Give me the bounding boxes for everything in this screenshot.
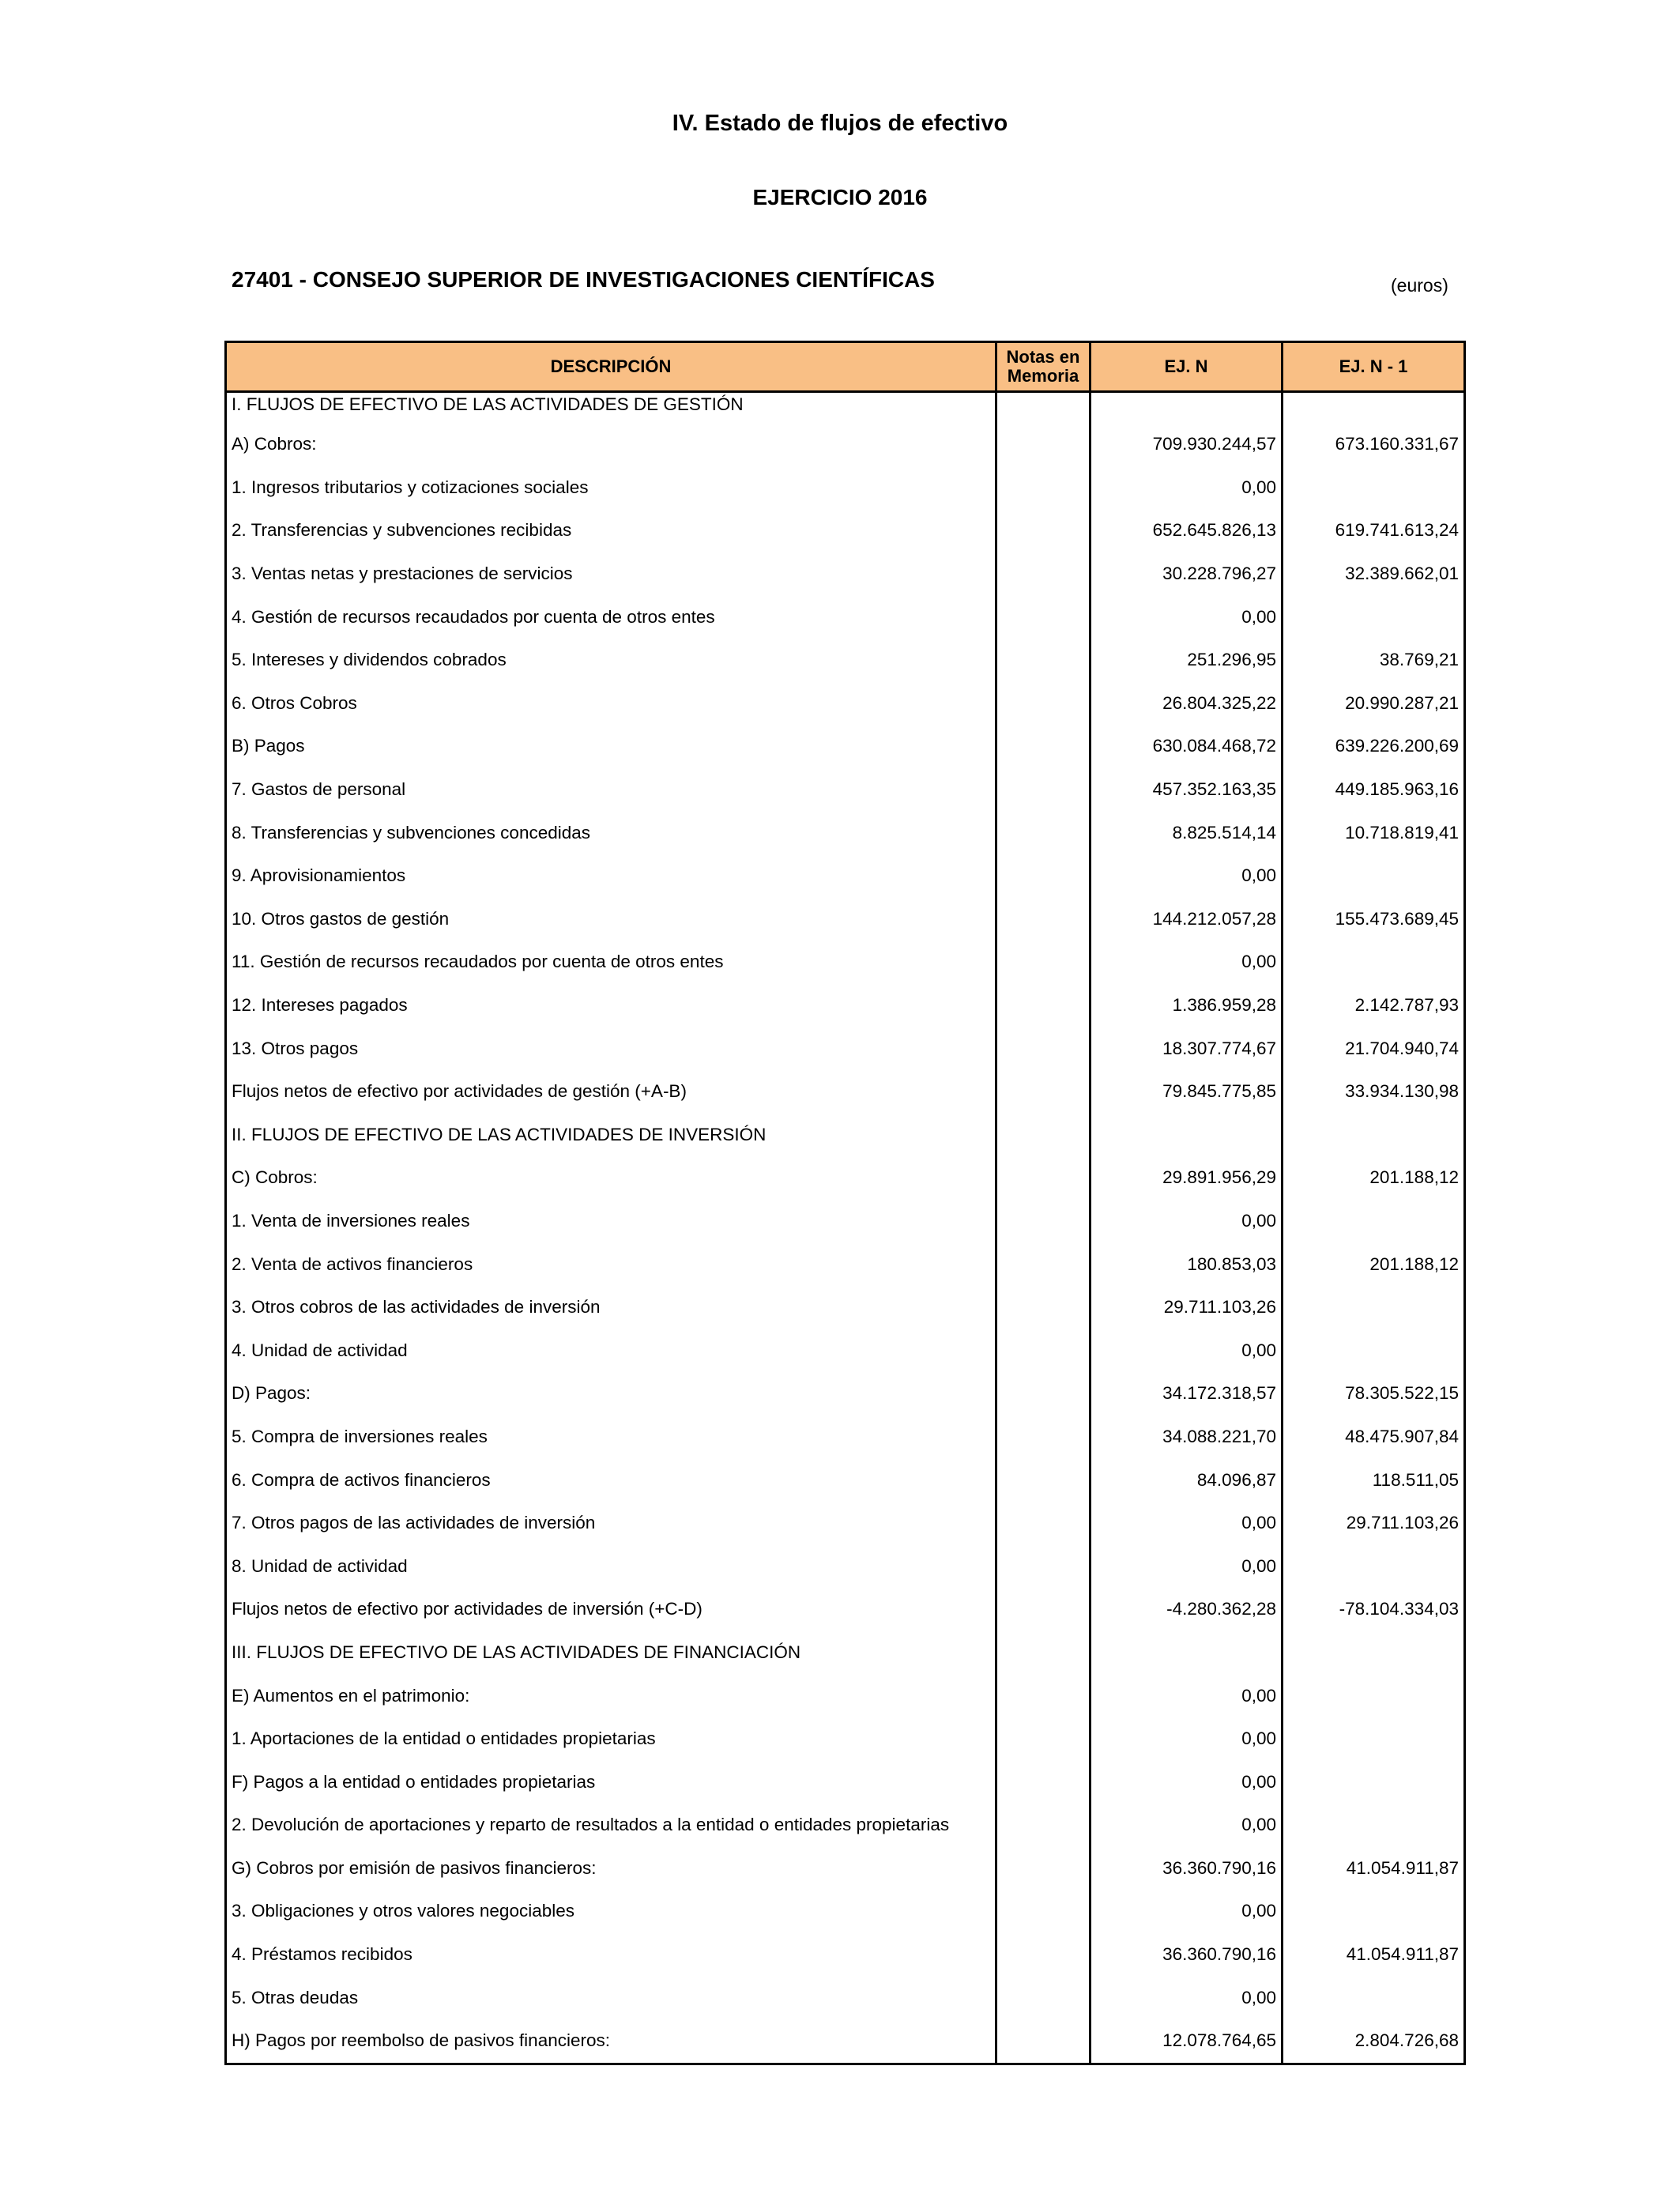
row-value-previous: -78.104.334,03 <box>1283 1588 1465 1631</box>
row-notes <box>996 811 1090 854</box>
currency-units: (euros) <box>1391 275 1448 296</box>
table-row <box>226 1674 1465 1717</box>
table-row <box>226 552 1465 596</box>
row-notes <box>996 768 1090 812</box>
row-description: 2. Devolución de aportaciones y reparto de resultados a la entidad o entidades propietarias <box>226 1804 996 1847</box>
table-row <box>226 639 1465 682</box>
row-value-current: 180.853,03 <box>1090 1242 1283 1286</box>
row-notes <box>996 639 1090 682</box>
table-row <box>226 1114 1465 1157</box>
row-value-previous <box>1283 1760 1465 1804</box>
row-value-previous: 41.054.911,87 <box>1283 1933 1465 1977</box>
table-row <box>226 941 1465 984</box>
row-value-current: 0,00 <box>1090 1544 1283 1588</box>
row-description: A) Cobros: <box>226 423 996 466</box>
column-header-notes: Notas en Memoria <box>996 342 1090 392</box>
table-row <box>226 1760 1465 1804</box>
row-notes <box>996 1242 1090 1286</box>
row-value-current: 144.212.057,28 <box>1090 898 1283 941</box>
row-value-current: 8.825.514,14 <box>1090 811 1283 854</box>
table-row <box>226 1027 1465 1070</box>
table-row <box>226 1458 1465 1502</box>
row-value-previous <box>1283 1631 1465 1675</box>
row-notes <box>996 1717 1090 1761</box>
column-header-description: DESCRIPCIÓN <box>226 342 996 392</box>
row-description: 7. Gastos de personal <box>226 768 996 812</box>
row-notes <box>996 1372 1090 1416</box>
row-description: 5. Otras deudas <box>226 1976 996 2019</box>
table-row <box>226 1631 1465 1675</box>
row-value-previous <box>1283 1674 1465 1717</box>
row-notes <box>996 466 1090 510</box>
row-description: II. FLUJOS DE EFECTIVO DE LAS ACTIVIDADES DE INVERSIÓN <box>226 1114 996 1157</box>
row-value-previous: 155.473.689,45 <box>1283 898 1465 941</box>
table-row <box>226 1416 1465 1459</box>
row-value-previous: 21.704.940,74 <box>1283 1027 1465 1070</box>
row-value-current: 709.930.244,57 <box>1090 423 1283 466</box>
row-value-previous: 619.741.613,24 <box>1283 509 1465 552</box>
row-notes <box>996 1631 1090 1675</box>
row-value-current: 26.804.325,22 <box>1090 682 1283 726</box>
table-row <box>226 1890 1465 1933</box>
row-value-previous <box>1283 854 1465 898</box>
row-description: 4. Préstamos recibidos <box>226 1933 996 1977</box>
row-description: H) Pagos por reembolso de pasivos financieros: <box>226 2019 996 2064</box>
row-value-current <box>1090 392 1283 424</box>
row-value-previous: 2.142.787,93 <box>1283 984 1465 1027</box>
row-value-current: 0,00 <box>1090 595 1283 639</box>
row-notes <box>996 1847 1090 1891</box>
row-notes <box>996 1502 1090 1545</box>
row-description: E) Aumentos en el patrimonio: <box>226 1674 996 1717</box>
row-notes <box>996 1933 1090 1977</box>
table-row <box>226 392 1465 424</box>
row-value-previous: 449.185.963,16 <box>1283 768 1465 812</box>
row-value-current: 36.360.790,16 <box>1090 1847 1283 1891</box>
row-value-previous <box>1283 392 1465 424</box>
row-notes <box>996 1027 1090 1070</box>
row-description: 1. Venta de inversiones reales <box>226 1200 996 1243</box>
row-value-current: 12.078.764,65 <box>1090 2019 1283 2064</box>
row-value-previous <box>1283 1329 1465 1372</box>
row-value-previous: 201.188,12 <box>1283 1156 1465 1200</box>
table-row <box>226 1847 1465 1891</box>
table-row <box>226 595 1465 639</box>
row-value-previous: 78.305.522,15 <box>1283 1372 1465 1416</box>
row-value-current: 1.386.959,28 <box>1090 984 1283 1027</box>
row-notes <box>996 423 1090 466</box>
table-row <box>226 1804 1465 1847</box>
row-description: C) Cobros: <box>226 1156 996 1200</box>
row-description: III. FLUJOS DE EFECTIVO DE LAS ACTIVIDADES DE FINANCIACIÓN <box>226 1631 996 1675</box>
row-value-previous: 29.711.103,26 <box>1283 1502 1465 1545</box>
table-row <box>226 854 1465 898</box>
row-value-previous <box>1283 1976 1465 2019</box>
row-notes <box>996 1544 1090 1588</box>
row-value-current: 0,00 <box>1090 1717 1283 1761</box>
row-notes <box>996 1200 1090 1243</box>
table-row <box>226 768 1465 812</box>
table-row <box>226 1544 1465 1588</box>
table-row <box>226 1200 1465 1243</box>
row-description: 1. Ingresos tributarios y cotizaciones sociales <box>226 466 996 510</box>
row-value-previous: 38.769,21 <box>1283 639 1465 682</box>
row-value-previous: 48.475.907,84 <box>1283 1416 1465 1459</box>
row-description: Flujos netos de efectivo por actividades de inversión (+C-D) <box>226 1588 996 1631</box>
row-description: 1. Aportaciones de la entidad o entidades propietarias <box>226 1717 996 1761</box>
table-row <box>226 423 1465 466</box>
row-value-current: 29.711.103,26 <box>1090 1286 1283 1329</box>
row-value-previous <box>1283 595 1465 639</box>
row-value-previous: 32.389.662,01 <box>1283 552 1465 596</box>
column-header-current-year: EJ. N <box>1090 342 1283 392</box>
row-notes <box>996 1416 1090 1459</box>
row-notes <box>996 725 1090 768</box>
entity-name: 27401 - CONSEJO SUPERIOR DE INVESTIGACIONES CIENTÍFICAS <box>232 267 935 292</box>
table-row <box>226 1242 1465 1286</box>
row-description: B) Pagos <box>226 725 996 768</box>
row-description: I. FLUJOS DE EFECTIVO DE LAS ACTIVIDADES DE GESTIÓN <box>226 392 996 424</box>
row-notes <box>996 682 1090 726</box>
row-value-current: 0,00 <box>1090 1804 1283 1847</box>
row-value-previous: 41.054.911,87 <box>1283 1847 1465 1891</box>
row-value-current: 0,00 <box>1090 941 1283 984</box>
row-value-previous <box>1283 941 1465 984</box>
table-row <box>226 682 1465 726</box>
row-value-current: 30.228.796,27 <box>1090 552 1283 596</box>
row-description: D) Pagos: <box>226 1372 996 1416</box>
row-value-previous: 20.990.287,21 <box>1283 682 1465 726</box>
row-description: 5. Intereses y dividendos cobrados <box>226 639 996 682</box>
row-value-previous: 673.160.331,67 <box>1283 423 1465 466</box>
row-notes <box>996 1890 1090 1933</box>
row-value-previous: 10.718.819,41 <box>1283 811 1465 854</box>
row-value-previous: 118.511,05 <box>1283 1458 1465 1502</box>
row-notes <box>996 392 1090 424</box>
table-row <box>226 509 1465 552</box>
row-notes <box>996 1976 1090 2019</box>
row-value-current: 251.296,95 <box>1090 639 1283 682</box>
row-description: 3. Obligaciones y otros valores negociables <box>226 1890 996 1933</box>
table-row <box>226 1156 1465 1200</box>
row-value-current: 84.096,87 <box>1090 1458 1283 1502</box>
row-value-previous: 33.934.130,98 <box>1283 1070 1465 1114</box>
row-value-previous <box>1283 1200 1465 1243</box>
row-notes <box>996 1760 1090 1804</box>
table-row <box>226 2019 1465 2064</box>
table-row <box>226 466 1465 510</box>
row-value-current: 34.088.221,70 <box>1090 1416 1283 1459</box>
row-value-current: -4.280.362,28 <box>1090 1588 1283 1631</box>
row-value-current: 652.645.826,13 <box>1090 509 1283 552</box>
row-notes <box>996 1070 1090 1114</box>
row-description: F) Pagos a la entidad o entidades propietarias <box>226 1760 996 1804</box>
cash-flow-table <box>224 341 1466 2065</box>
table-row <box>226 1070 1465 1114</box>
row-value-previous <box>1283 1286 1465 1329</box>
row-notes <box>996 1329 1090 1372</box>
row-value-current: 0,00 <box>1090 1760 1283 1804</box>
table-row <box>226 1502 1465 1545</box>
row-description: 11. Gestión de recursos recaudados por cuenta de otros entes <box>226 941 996 984</box>
row-description: Flujos netos de efectivo por actividades de gestión (+A-B) <box>226 1070 996 1114</box>
row-description: 3. Ventas netas y prestaciones de servicios <box>226 552 996 596</box>
row-value-previous <box>1283 1114 1465 1157</box>
row-value-current: 0,00 <box>1090 1502 1283 1545</box>
row-notes <box>996 1804 1090 1847</box>
row-notes <box>996 984 1090 1027</box>
row-notes <box>996 898 1090 941</box>
row-description: 5. Compra de inversiones reales <box>226 1416 996 1459</box>
row-description: 4. Gestión de recursos recaudados por cuenta de otros entes <box>226 595 996 639</box>
row-value-current: 34.172.318,57 <box>1090 1372 1283 1416</box>
row-value-current: 79.845.775,85 <box>1090 1070 1283 1114</box>
table-row <box>226 725 1465 768</box>
row-notes <box>996 854 1090 898</box>
row-description: 13. Otros pagos <box>226 1027 996 1070</box>
table-row <box>226 1588 1465 1631</box>
row-value-current <box>1090 1114 1283 1157</box>
row-value-previous: 201.188,12 <box>1283 1242 1465 1286</box>
row-notes <box>996 1588 1090 1631</box>
row-description: 3. Otros cobros de las actividades de inversión <box>226 1286 996 1329</box>
row-notes <box>996 595 1090 639</box>
table-row <box>226 1372 1465 1416</box>
row-value-current: 29.891.956,29 <box>1090 1156 1283 1200</box>
row-description: 12. Intereses pagados <box>226 984 996 1027</box>
row-value-previous: 639.226.200,69 <box>1283 725 1465 768</box>
row-value-current: 0,00 <box>1090 1976 1283 2019</box>
row-description: 8. Transferencias y subvenciones concedidas <box>226 811 996 854</box>
row-value-previous: 2.804.726,68 <box>1283 2019 1465 2064</box>
row-value-current: 0,00 <box>1090 1329 1283 1372</box>
row-value-current <box>1090 1631 1283 1675</box>
table-row <box>226 1286 1465 1329</box>
table-row <box>226 898 1465 941</box>
row-notes <box>996 552 1090 596</box>
row-description: 7. Otros pagos de las actividades de inversión <box>226 1502 996 1545</box>
table-row <box>226 1329 1465 1372</box>
row-description: 2. Transferencias y subvenciones recibidas <box>226 509 996 552</box>
row-value-previous <box>1283 466 1465 510</box>
exercise-year: EJERCICIO 2016 <box>752 185 928 209</box>
row-value-previous <box>1283 1717 1465 1761</box>
row-value-current: 0,00 <box>1090 1200 1283 1243</box>
page-title: IV. Estado de flujos de efectivo <box>672 111 1008 136</box>
row-notes <box>996 1156 1090 1200</box>
row-value-current: 630.084.468,72 <box>1090 725 1283 768</box>
row-value-current: 18.307.774,67 <box>1090 1027 1283 1070</box>
row-value-current: 0,00 <box>1090 1890 1283 1933</box>
row-value-current: 457.352.163,35 <box>1090 768 1283 812</box>
table-header-row <box>226 342 1465 392</box>
row-value-current: 0,00 <box>1090 1674 1283 1717</box>
column-header-previous-year: EJ. N - 1 <box>1283 342 1465 392</box>
row-notes <box>996 1286 1090 1329</box>
table-row <box>226 984 1465 1027</box>
row-description: 10. Otros gastos de gestión <box>226 898 996 941</box>
row-notes <box>996 2019 1090 2064</box>
table-row <box>226 1717 1465 1761</box>
row-description: 6. Compra de activos financieros <box>226 1458 996 1502</box>
table-row <box>226 811 1465 854</box>
table-row <box>226 1976 1465 2019</box>
row-value-previous <box>1283 1544 1465 1588</box>
row-value-current: 0,00 <box>1090 854 1283 898</box>
table-row <box>226 1933 1465 1977</box>
row-value-current: 36.360.790,16 <box>1090 1933 1283 1977</box>
row-notes <box>996 1674 1090 1717</box>
row-description: 2. Venta de activos financieros <box>226 1242 996 1286</box>
row-value-previous <box>1283 1890 1465 1933</box>
row-notes <box>996 1114 1090 1157</box>
row-value-current: 0,00 <box>1090 466 1283 510</box>
row-description: 9. Aprovisionamientos <box>226 854 996 898</box>
row-description: 8. Unidad de actividad <box>226 1544 996 1588</box>
row-notes <box>996 509 1090 552</box>
row-value-previous <box>1283 1804 1465 1847</box>
row-description: 6. Otros Cobros <box>226 682 996 726</box>
row-notes <box>996 1458 1090 1502</box>
row-notes <box>996 941 1090 984</box>
row-description: G) Cobros por emisión de pasivos financieros: <box>226 1847 996 1891</box>
row-description: 4. Unidad de actividad <box>226 1329 996 1372</box>
